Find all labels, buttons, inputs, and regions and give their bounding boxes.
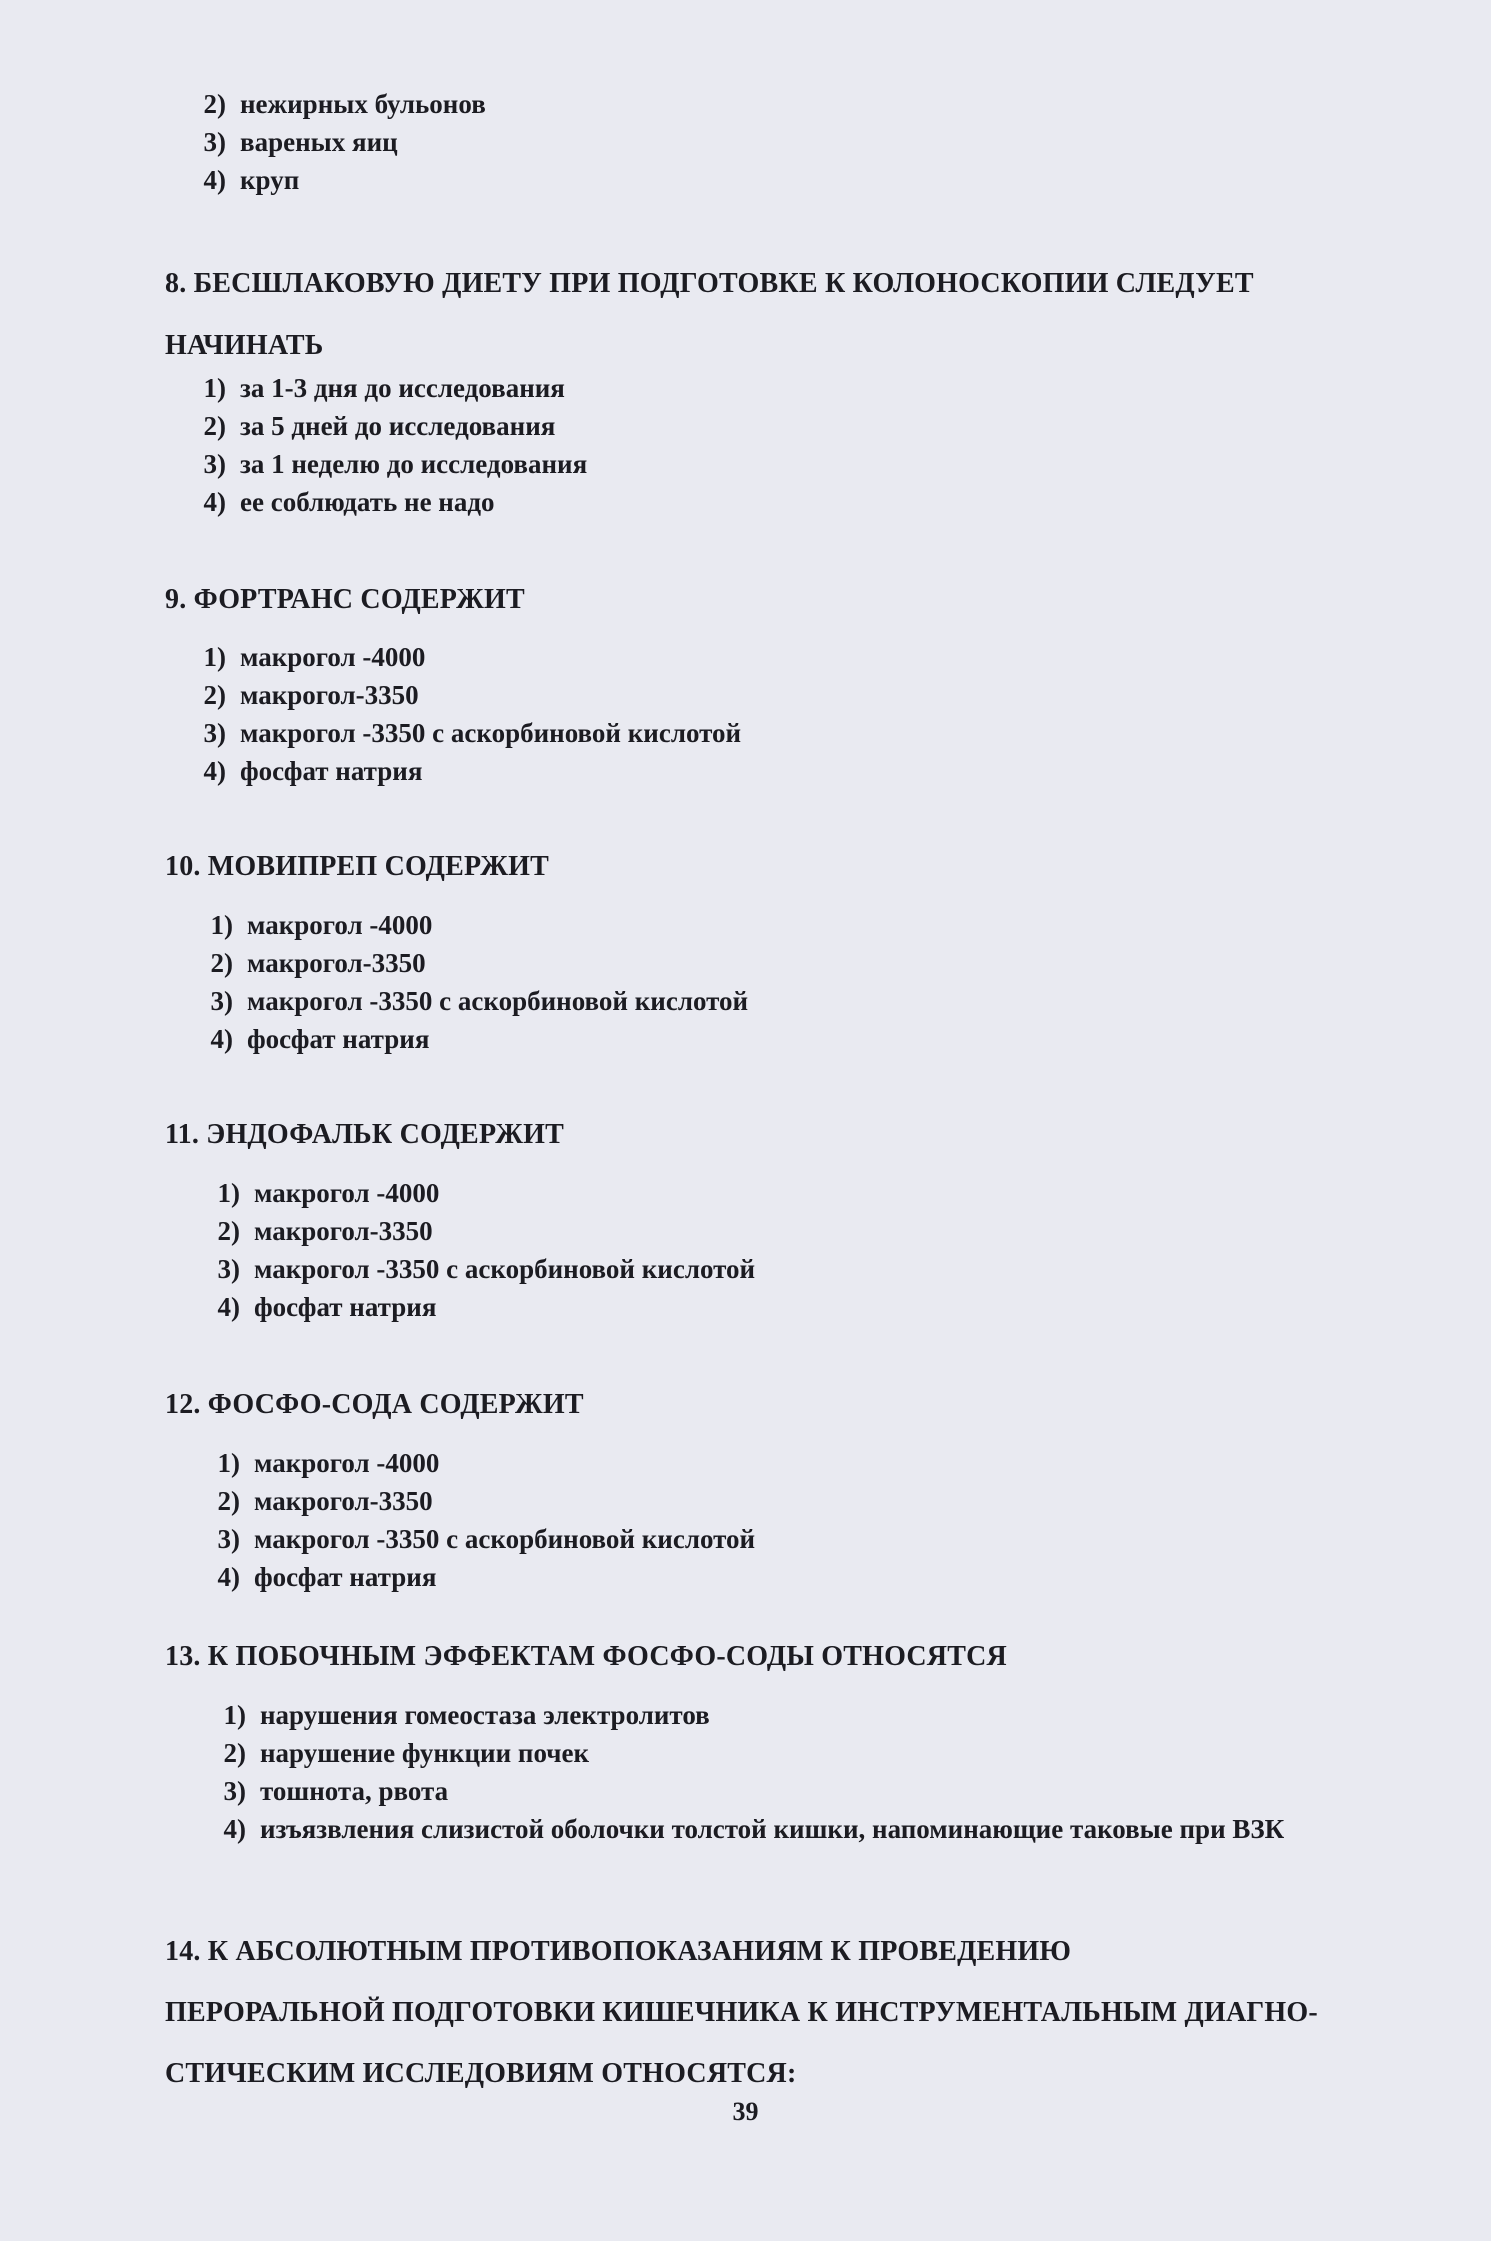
option-text: макрогол -3350 с аскорбиновой кислотой	[247, 986, 749, 1016]
option-text: фосфат натрия	[254, 1562, 437, 1592]
option-text: нежирных бульонов	[240, 89, 486, 119]
option-text: макрогол-3350	[254, 1216, 433, 1246]
option	[177, 982, 977, 1020]
option-number: 4)	[203, 756, 226, 786]
question-9-options	[170, 638, 970, 790]
option	[177, 1020, 977, 1058]
option-text: нарушение функции почек	[260, 1738, 590, 1768]
option	[190, 1772, 1435, 1810]
option	[170, 445, 970, 483]
option-number: 4)	[217, 1562, 240, 1592]
option-text: вареных яиц	[240, 127, 398, 157]
question-11-options	[184, 1174, 984, 1326]
option-number: 3)	[210, 986, 233, 1016]
option-number: 1)	[217, 1178, 240, 1208]
question-8-options	[170, 369, 970, 521]
option-number: 4)	[210, 1024, 233, 1054]
option-number: 3)	[217, 1254, 240, 1284]
option-text: макрогол -3350 с аскорбиновой кислотой	[240, 718, 742, 748]
option-number: 2)	[223, 1738, 246, 1768]
option-text: нарушения гомеостаза электролитов	[260, 1700, 710, 1730]
question-8-title: 8. БЕСШЛАКОВУЮ ДИЕТУ ПРИ ПОДГОТОВКЕ К КОЛОНОСКОПИИ СЛЕДУЕТ НАЧИНАТЬ	[165, 268, 1254, 361]
option-text: тошнота, рвота	[260, 1776, 449, 1806]
option-text: за 5 дней до исследования	[240, 411, 556, 441]
option-text: макрогол -3350 с аскорбиновой кислотой	[254, 1524, 756, 1554]
question-11-title: 11. ЭНДОФАЛЬК СОДЕРЖИТ	[165, 1119, 564, 1150]
option-text: макрогол -4000	[240, 642, 426, 672]
option-number: 1)	[203, 642, 226, 672]
option-number: 4)	[223, 1814, 246, 1844]
option-text: макрогол-3350	[254, 1486, 433, 1516]
option-number: 2)	[203, 411, 226, 441]
option	[170, 714, 970, 752]
option	[170, 638, 970, 676]
page-number: 39	[732, 2097, 759, 2126]
option	[177, 944, 977, 982]
option	[170, 123, 870, 161]
option-text: макрогол-3350	[247, 948, 426, 978]
option-number: 2)	[217, 1486, 240, 1516]
option-number: 1)	[217, 1448, 240, 1478]
option-text: фосфат натрия	[240, 756, 423, 786]
option	[184, 1174, 984, 1212]
option-text: макрогол -4000	[247, 910, 433, 940]
carryover-options	[170, 85, 870, 199]
option	[170, 369, 970, 407]
option-number: 3)	[203, 127, 226, 157]
option-number: 4)	[203, 487, 226, 517]
option-text: за 1-3 дня до исследования	[240, 373, 565, 403]
option	[184, 1482, 984, 1520]
option-text: макрогол -3350 с аскорбиновой кислотой	[254, 1254, 756, 1284]
option-text: фосфат натрия	[247, 1024, 430, 1054]
option-number: 3)	[217, 1524, 240, 1554]
option-number: 3)	[203, 449, 226, 479]
question-10-title: 10. МОВИПРЕП СОДЕРЖИТ	[165, 851, 550, 882]
option-text: за 1 неделю до исследования	[240, 449, 588, 479]
option-text: круп	[240, 165, 300, 195]
option	[184, 1444, 984, 1482]
option-number: 2)	[203, 680, 226, 710]
option-number: 1)	[210, 910, 233, 940]
option-number: 3)	[203, 718, 226, 748]
question-12-title: 12. ФОСФО-СОДА СОДЕРЖИТ	[165, 1389, 584, 1420]
option-number: 4)	[203, 165, 226, 195]
question-14-title: 14. К АБСОЛЮТНЫМ ПРОТИВОПОКАЗАНИЯМ К ПРОВЕДЕНИЮ ПЕРОРАЛЬНОЙ ПОДГОТОВКИ КИШЕЧНИКА К ИНСТРУМЕНТАЛЬНЫМ ДИАГНО- СТИЧЕСКИМ ИССЛЕДОВИЯМ ОТНОСЯТСЯ:	[165, 1936, 1318, 2089]
option	[170, 161, 870, 199]
question-10-options	[177, 906, 977, 1058]
option	[184, 1558, 984, 1596]
option	[177, 906, 977, 944]
option-number: 2)	[203, 89, 226, 119]
option	[190, 1810, 1435, 1848]
option-number: 1)	[223, 1700, 246, 1730]
option-text: макрогол -4000	[254, 1178, 440, 1208]
option	[190, 1734, 1435, 1772]
option	[170, 676, 970, 714]
option	[170, 85, 870, 123]
option-number: 2)	[210, 948, 233, 978]
option-number: 2)	[217, 1216, 240, 1246]
option-text: макрогол -4000	[254, 1448, 440, 1478]
option	[170, 407, 970, 445]
option	[184, 1212, 984, 1250]
option	[170, 752, 970, 790]
option-number: 4)	[217, 1292, 240, 1322]
option-text: изъязвления слизистой оболочки толстой кишки, напоминающие таковые при ВЗК	[260, 1814, 1285, 1844]
option	[184, 1250, 984, 1288]
option-text: макрогол-3350	[240, 680, 419, 710]
question-9-title: 9. ФОРТРАНС СОДЕРЖИТ	[165, 584, 525, 615]
option-number: 1)	[203, 373, 226, 403]
option	[184, 1288, 984, 1326]
option-number: 3)	[223, 1776, 246, 1806]
option-text: фосфат натрия	[254, 1292, 437, 1322]
option-text: ее соблюдать не надо	[240, 487, 495, 517]
option	[190, 1696, 1435, 1734]
question-13-title: 13. К ПОБОЧНЫМ ЭФФЕКТАМ ФОСФО-СОДЫ ОТНОСЯТСЯ	[165, 1641, 1007, 1672]
option	[184, 1520, 984, 1558]
question-12-options	[184, 1444, 984, 1596]
option	[170, 483, 970, 521]
question-13-options	[190, 1696, 1435, 1848]
